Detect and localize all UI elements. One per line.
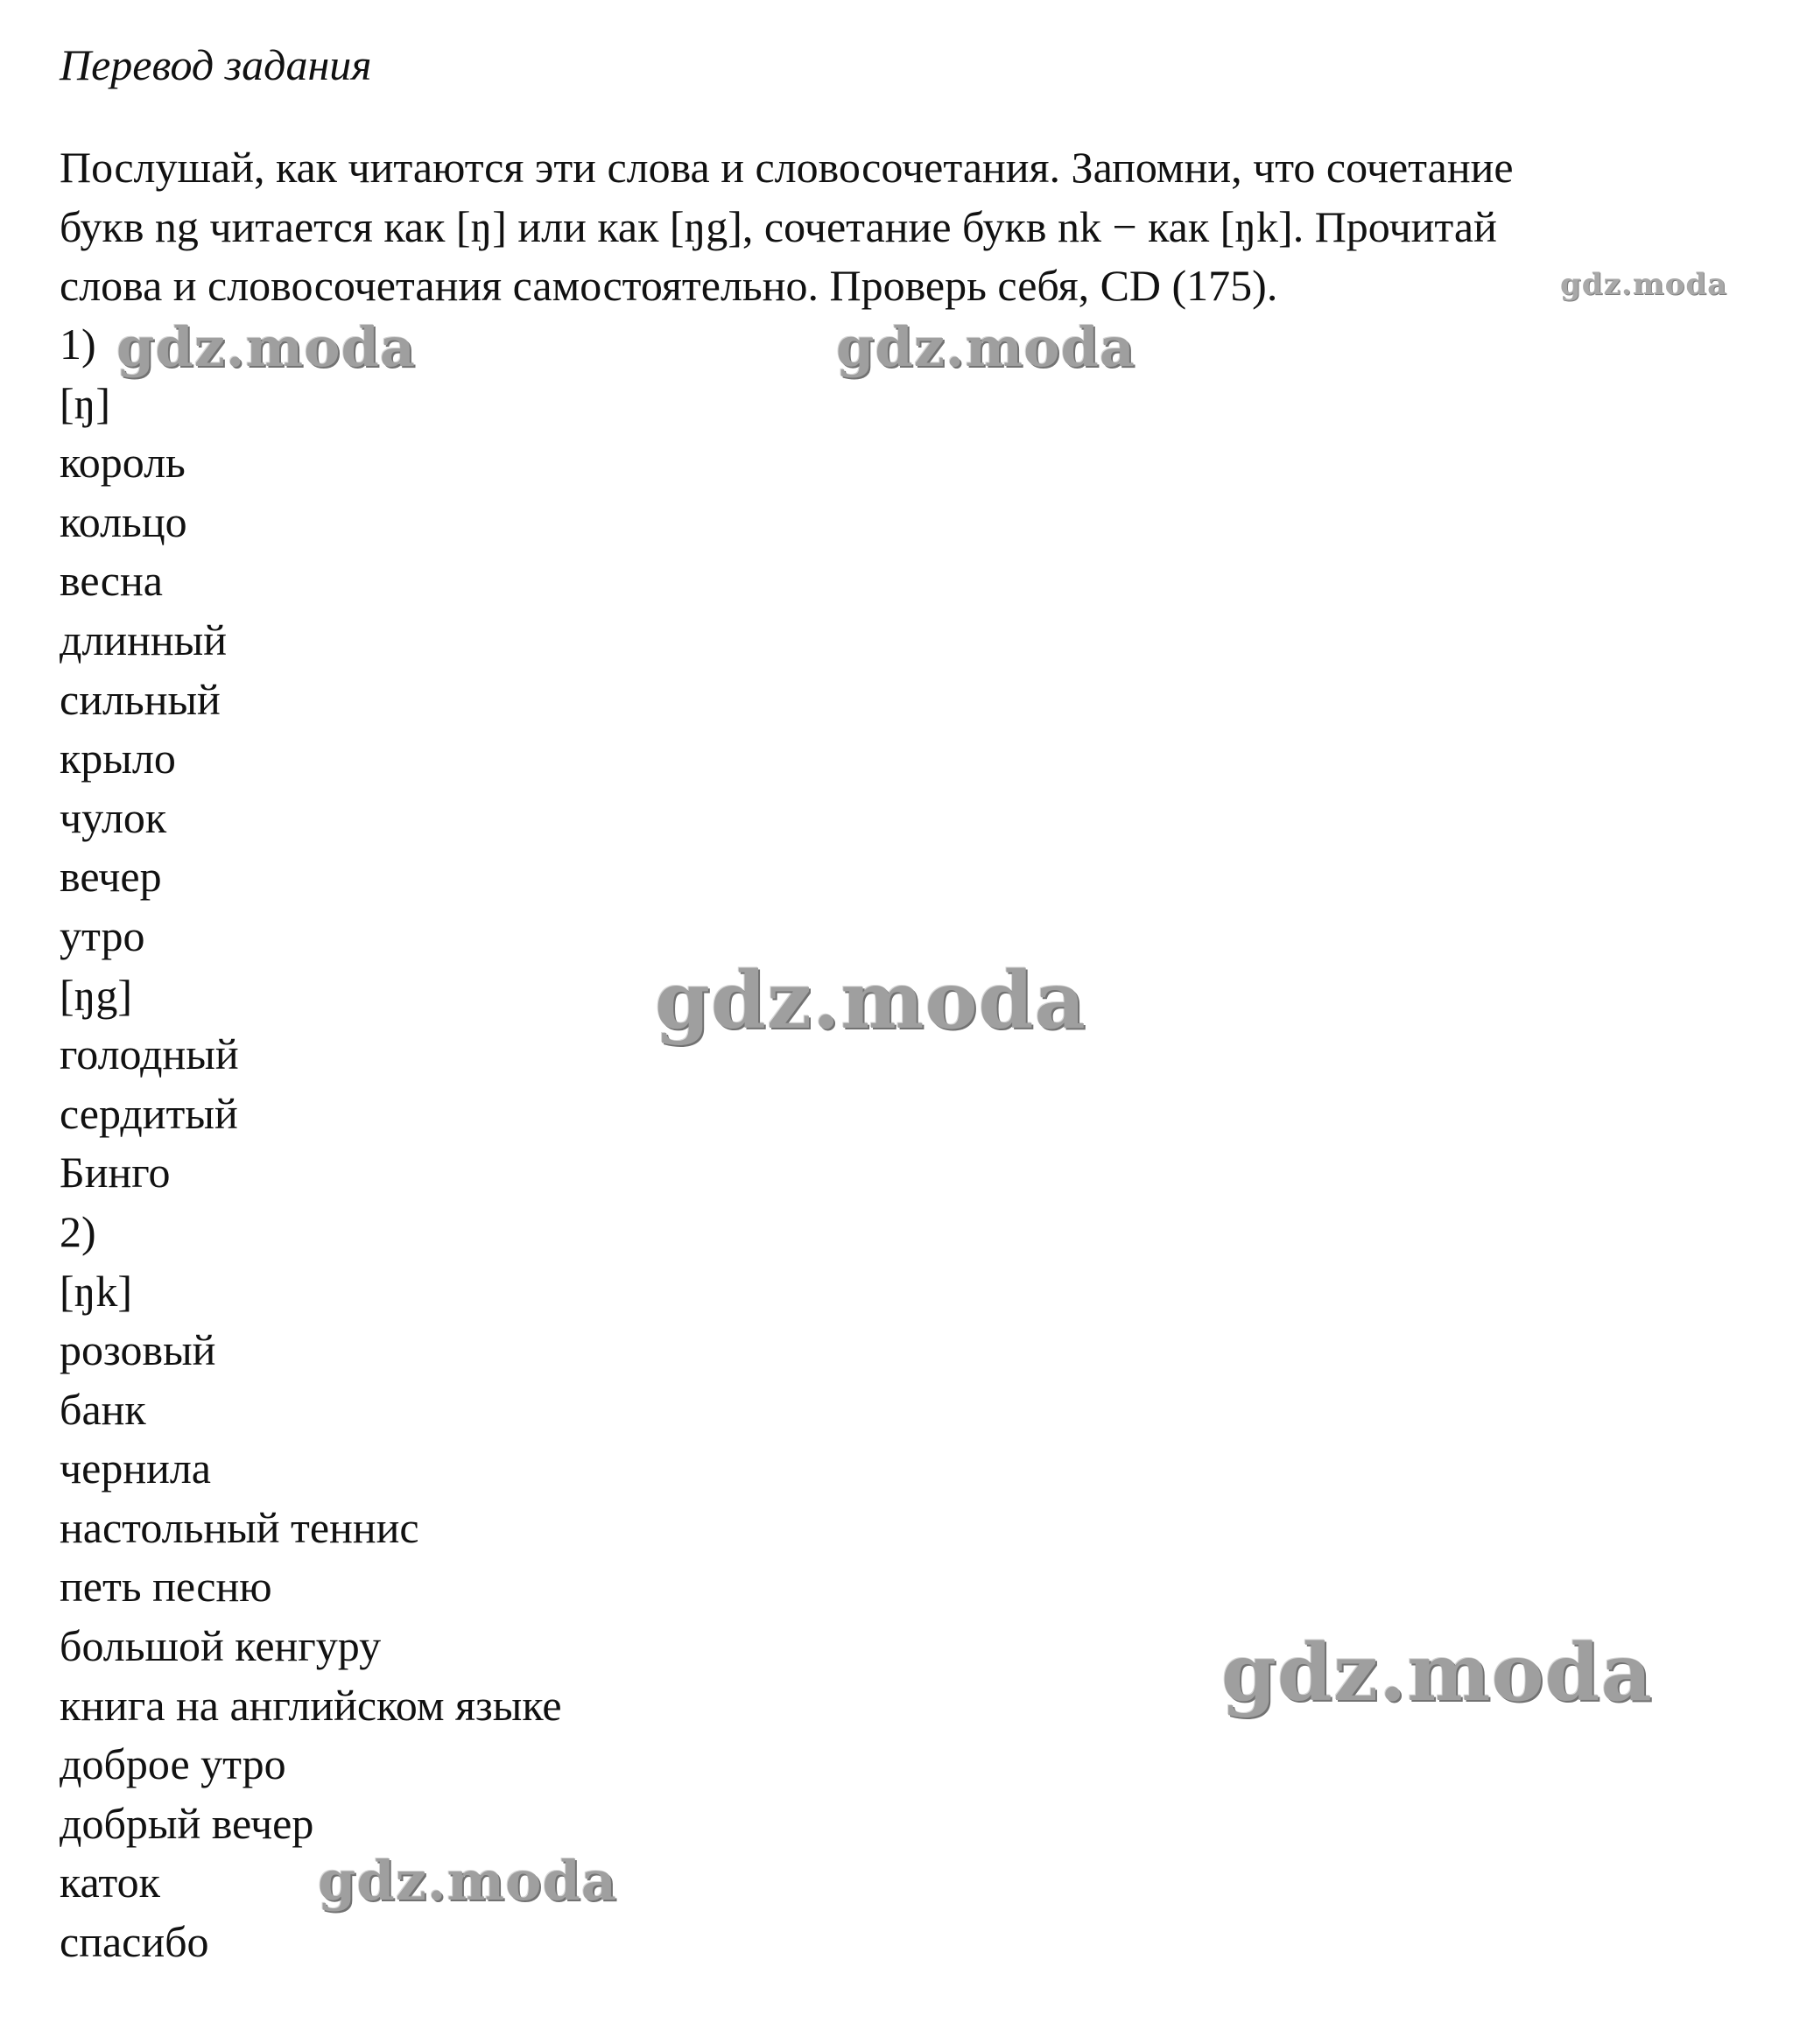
- instruction-line: букв ng читается как [ŋ] или как [ŋg], сочетание букв nk − как [ŋk]. Прочитай: [60, 201, 1497, 251]
- word-item: длинный: [60, 615, 228, 664]
- word-item: кольцо: [60, 496, 187, 546]
- word-item: утро: [60, 910, 145, 960]
- word-list: [60, 315, 562, 1972]
- word-item: чулок: [60, 792, 167, 842]
- phoneme-label: [ŋk]: [60, 1266, 133, 1316]
- word-item: весна: [60, 556, 163, 606]
- task-instructions: [60, 138, 1775, 316]
- word-item: банк: [60, 1384, 146, 1434]
- word-item: вечер: [60, 852, 162, 902]
- section-number: 1): [60, 320, 96, 369]
- watermark: gdz.moda: [116, 315, 416, 379]
- word-item: сердитый: [60, 1088, 238, 1138]
- word-item: большой кенгуру: [60, 1621, 382, 1671]
- phoneme-label: [ŋ]: [60, 378, 111, 428]
- word-item: розовый: [60, 1325, 216, 1375]
- word-item: настольный теннис: [60, 1502, 419, 1552]
- instruction-line: Послушай, как читаются эти слова и словосочетания. Запомни, что сочетание: [60, 143, 1514, 192]
- instruction-line: слова и словосочетания самостоятельно. Проверь себя, CD (175).: [60, 261, 1278, 310]
- page-heading: Перевод задания: [60, 40, 372, 89]
- section-number: 2): [60, 1206, 96, 1256]
- watermark: gdz.moda: [836, 315, 1136, 379]
- word-item: каток: [60, 1858, 160, 1907]
- word-item: сильный: [60, 674, 221, 724]
- word-item: спасибо: [60, 1917, 209, 1967]
- word-item: доброе утро: [60, 1739, 286, 1789]
- phoneme-label: [ŋg]: [60, 970, 133, 1020]
- word-item: крыло: [60, 734, 176, 783]
- word-item: книга на английском языке: [60, 1680, 562, 1730]
- word-item: добрый вечер: [60, 1798, 314, 1848]
- watermark: gdz.moda: [655, 954, 1086, 1047]
- word-item: петь песню: [60, 1562, 272, 1612]
- watermark: gdz.moda: [1221, 1626, 1653, 1719]
- watermark: gdz.moda: [1560, 267, 1728, 302]
- word-item: король: [60, 438, 186, 488]
- word-item: чернила: [60, 1443, 211, 1493]
- word-item: голодный: [60, 1029, 239, 1079]
- watermark: gdz.moda: [318, 1849, 617, 1913]
- word-item: Бинго: [60, 1148, 171, 1198]
